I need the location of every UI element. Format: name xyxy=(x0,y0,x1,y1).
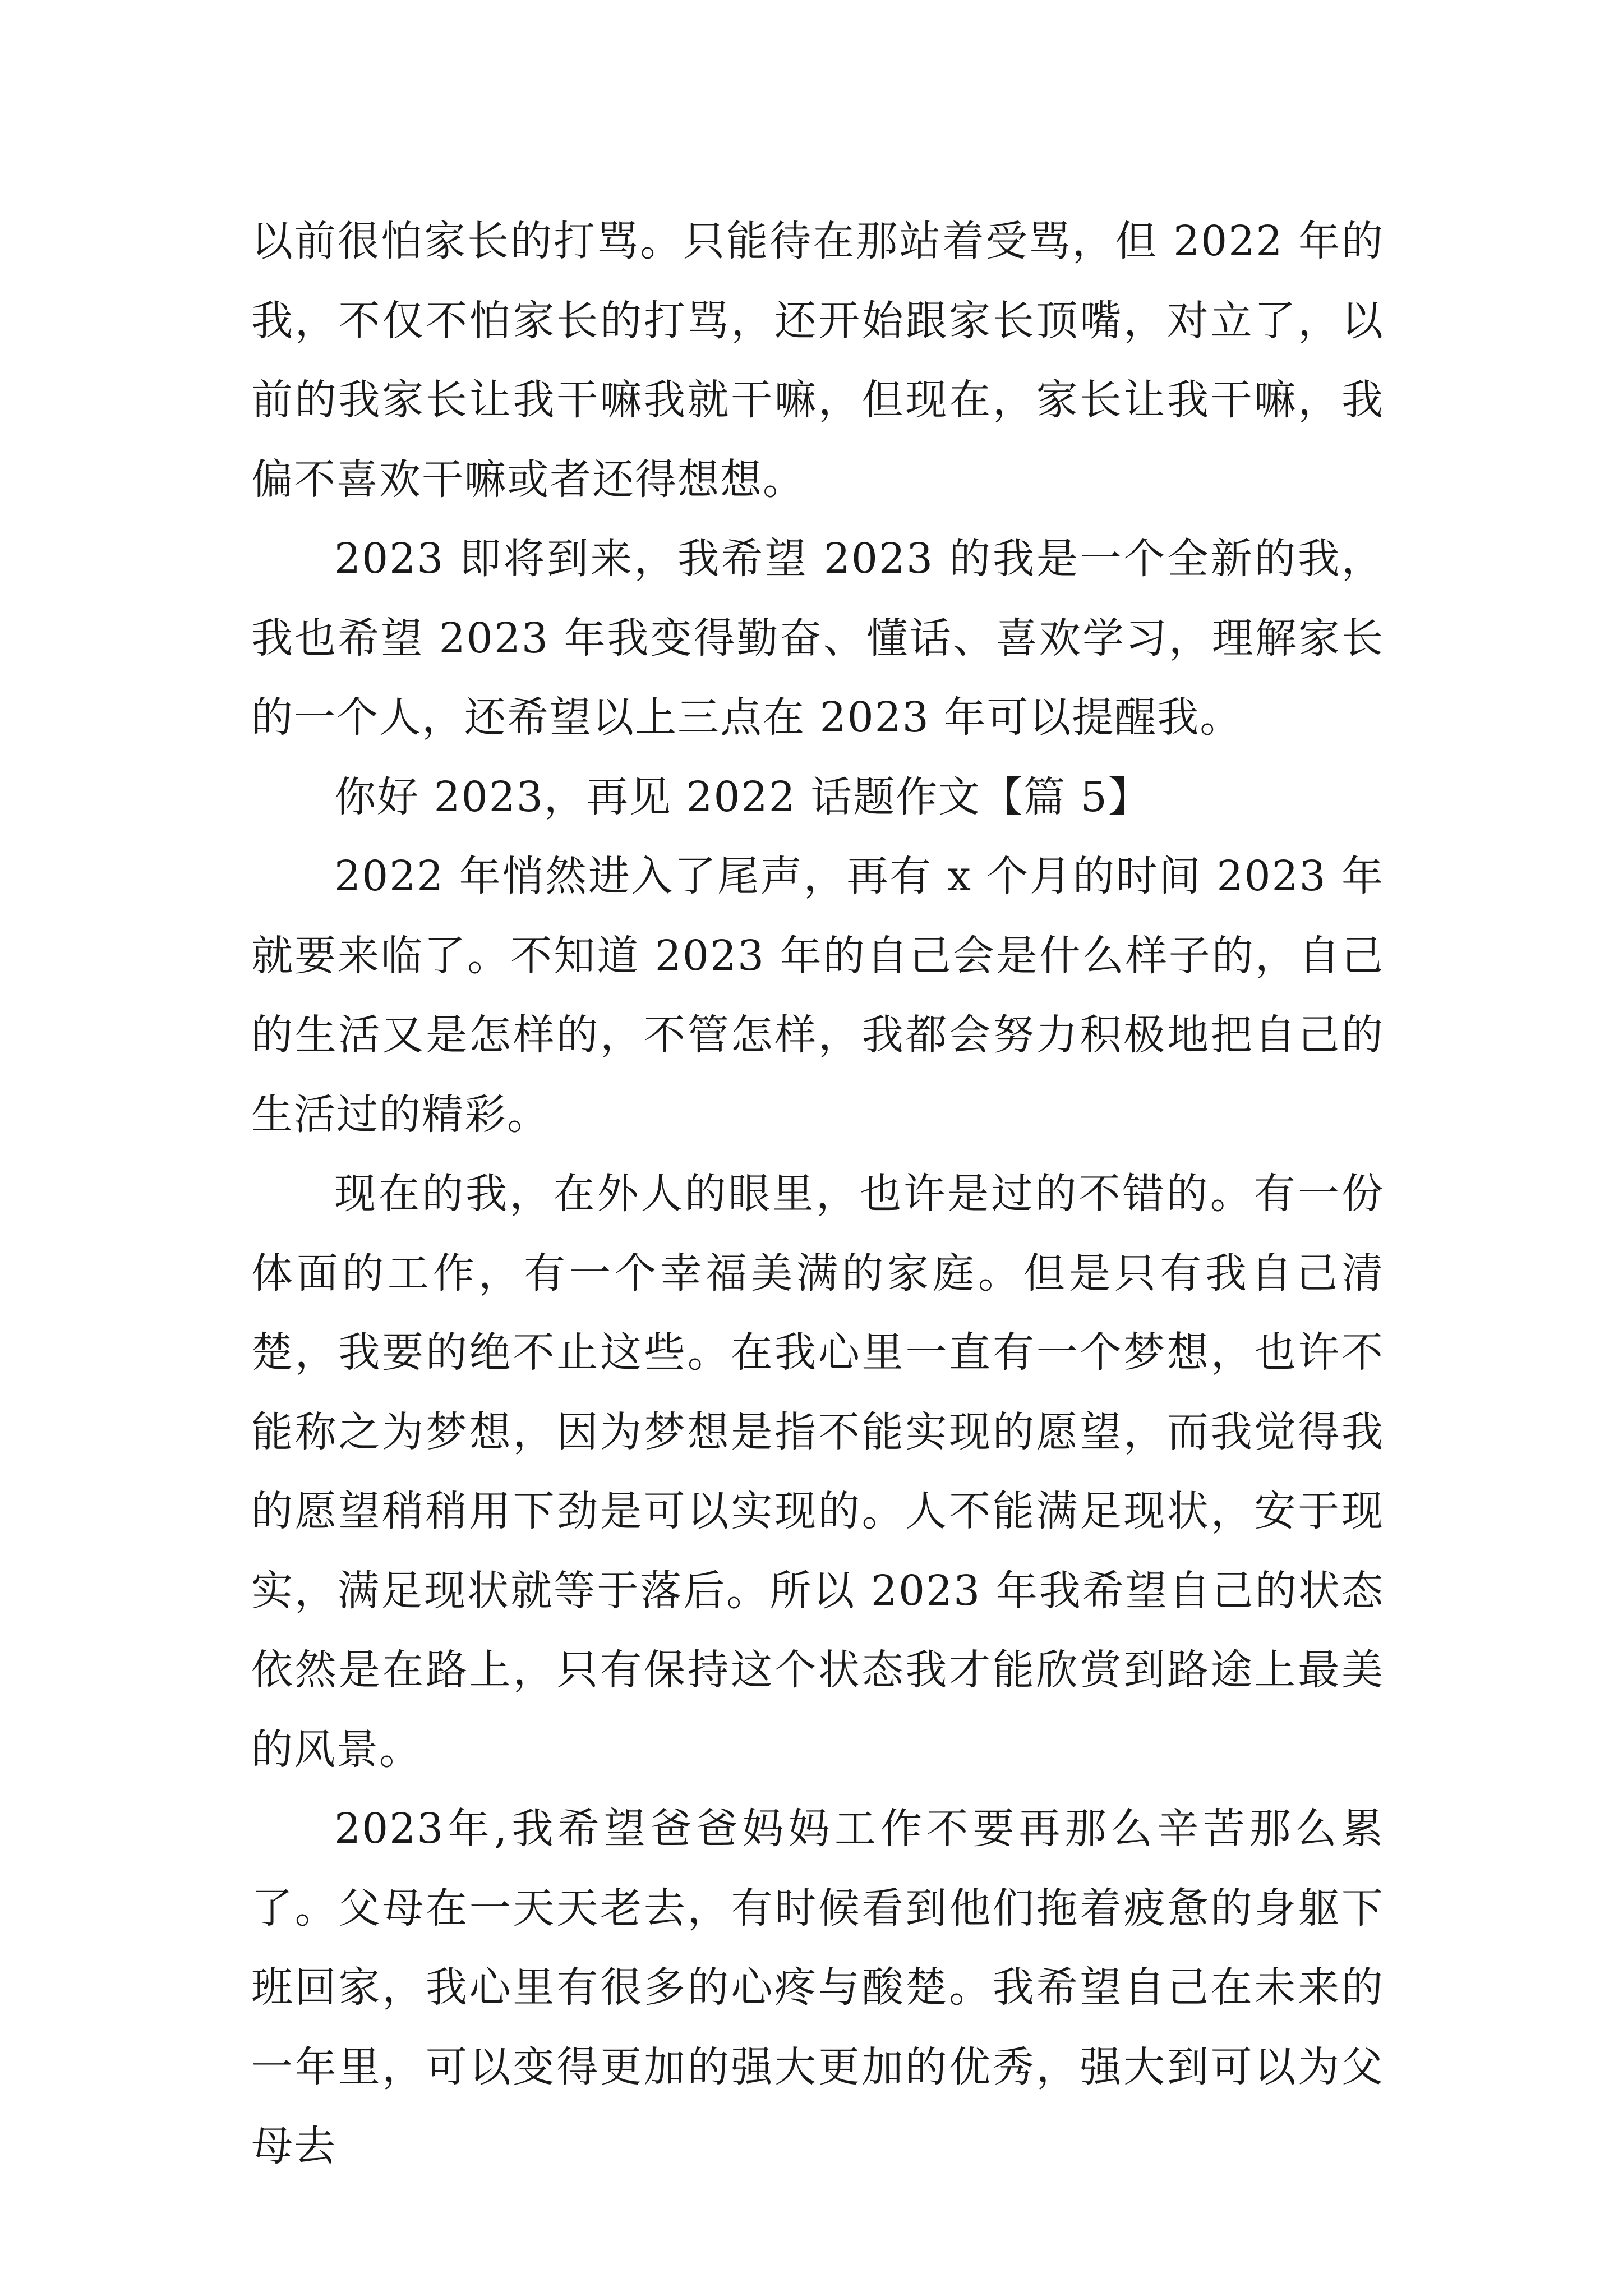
essay-heading-part-5: 你好 2023，再见 2022 话题作文【篇 5】 xyxy=(334,772,1151,821)
paragraph-parents: 2023年,我希望爸爸妈妈工作不要再那么辛苦那么累了。父母在一天天老去，有时候看到他们拖着疲惫的身躯下班回家，我心里有很多的心疼与酸楚。我希望自己在未来的一年里，可以变得更加的强大更加的优秀，强大到可以为父母去 xyxy=(251,1805,1384,2170)
document-body xyxy=(251,202,1384,2187)
paragraph-current-self: 现在的我，在外人的眼里，也许是过的不错的。有一份体面的工作，有一个幸福美满的家庭。但是只有我自己清楚，我要的绝不止这些。在我心里一直有一个梦想，也许不能称之为梦想，因为梦想是指不能实现的愿望，而我觉得我的愿望稍稍用下劲是可以实现的。人不能满足现状，安于现实，满足现状就等于落后。所以 2023 年我希望自己的状态依然是在路上，只有保持这个状态我才能欣赏到路途上最美的风景。 xyxy=(251,1170,1384,1774)
paragraph-year-ending: 2022 年悄然进入了尾声，再有 x 个月的时间 2023 年就要来临了。不知道 2023 年的自己会是什么样子的，自己的生活又是怎样的，不管怎样，我都会努力积极地把自己的生活过的精彩。 xyxy=(251,852,1384,1139)
paragraph-continuation: 以前很怕家长的打骂。只能待在那站着受骂，但 2022 年的我，不仅不怕家长的打骂，还开始跟家长顶嘴，对立了，以前的我家长让我干嘛我就干嘛，但现在，家长让我干嘛，我偏不喜欢干嘛或者还得想想。 xyxy=(251,217,1384,504)
paragraph-2023-hopes: 2023 即将到来，我希望 2023 的我是一个全新的我，我也希望 2023 年我变得勤奋、懂话、喜欢学习，理解家长的一个人，还希望以上三点在 2023 年可以提醒我。 xyxy=(251,535,1384,742)
